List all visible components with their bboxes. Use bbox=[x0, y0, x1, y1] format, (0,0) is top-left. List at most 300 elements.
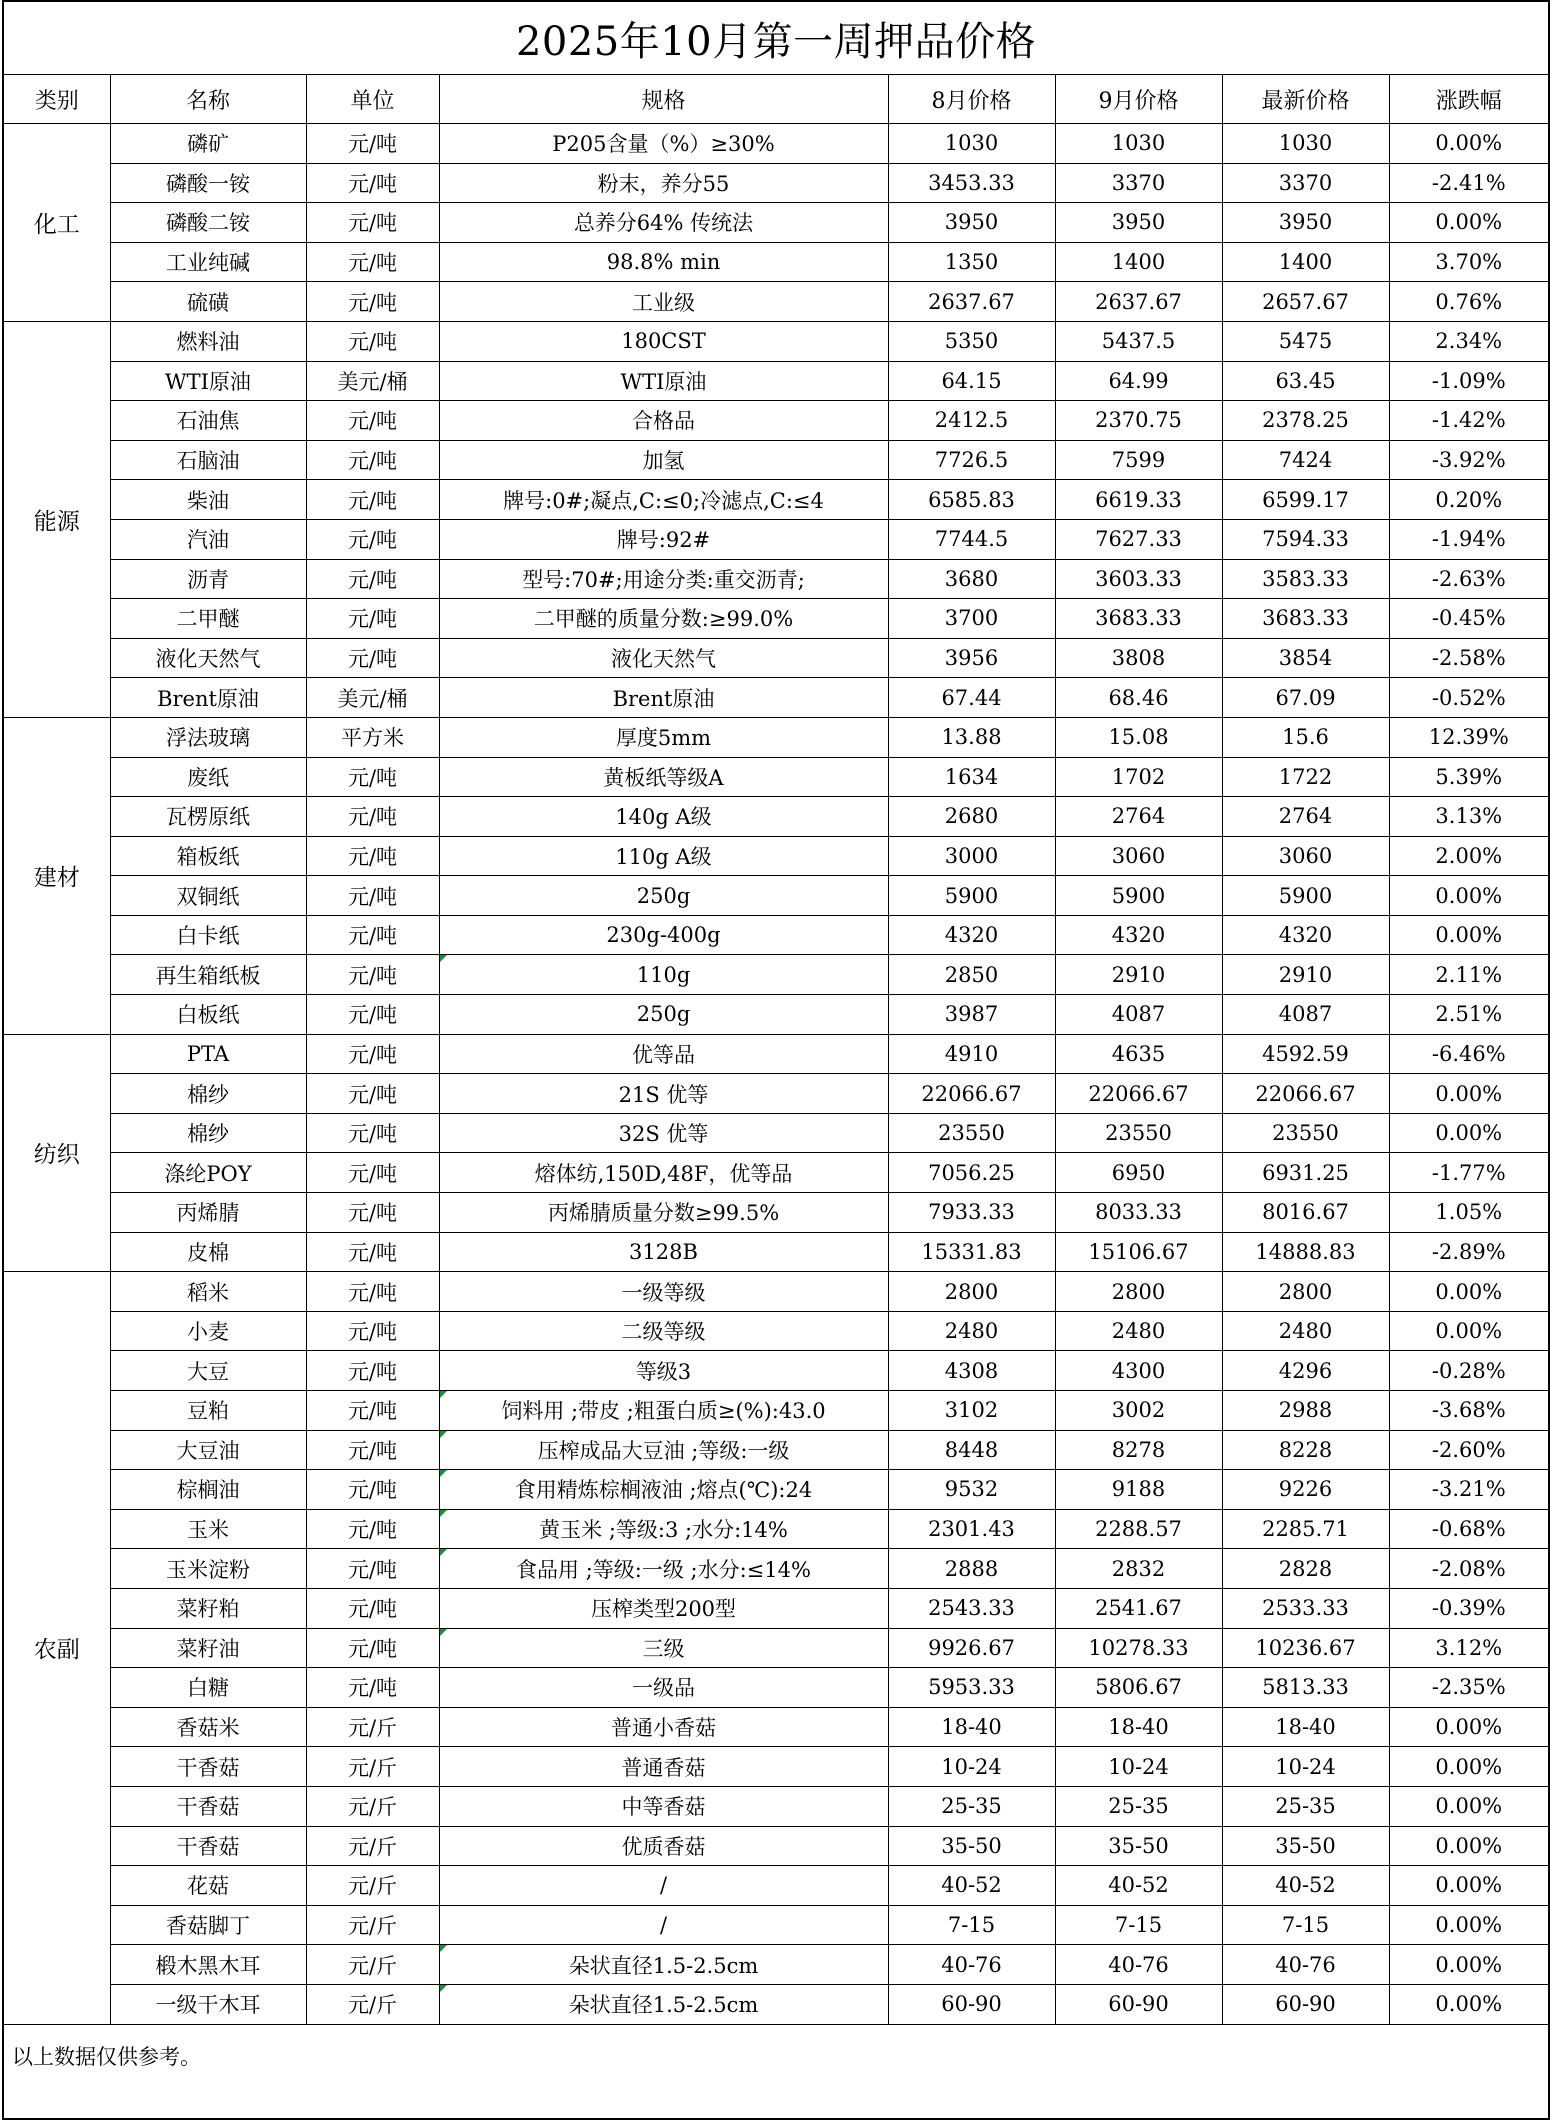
table-row bbox=[4, 678, 1548, 718]
sep-price: 4300 bbox=[1055, 1351, 1222, 1391]
aug-price: 3680 bbox=[888, 559, 1055, 599]
aug-price: 15331.83 bbox=[888, 1232, 1055, 1272]
change-pct: 2.51% bbox=[1389, 995, 1548, 1035]
item-spec: 140g A级 bbox=[439, 797, 888, 837]
item-unit: 元/吨 bbox=[306, 836, 439, 876]
item-unit: 元/吨 bbox=[306, 638, 439, 678]
item-unit: 元/吨 bbox=[306, 915, 439, 955]
item-name: 沥青 bbox=[110, 559, 306, 599]
table-row bbox=[4, 836, 1548, 876]
item-unit: 元/吨 bbox=[306, 401, 439, 441]
table-row bbox=[4, 1668, 1548, 1708]
change-pct: 1.05% bbox=[1389, 1193, 1548, 1233]
sep-price: 10-24 bbox=[1055, 1747, 1222, 1787]
latest-price: 9226 bbox=[1222, 1470, 1389, 1510]
item-unit: 元/吨 bbox=[306, 1351, 439, 1391]
table-row bbox=[4, 1747, 1548, 1787]
latest-price: 2828 bbox=[1222, 1549, 1389, 1589]
item-spec: 二级等级 bbox=[439, 1311, 888, 1351]
latest-price: 1722 bbox=[1222, 757, 1389, 797]
change-pct: -0.52% bbox=[1389, 678, 1548, 718]
latest-price: 67.09 bbox=[1222, 678, 1389, 718]
sep-price: 18-40 bbox=[1055, 1707, 1222, 1747]
item-spec: 型号:70#;用途分类:重交沥青; bbox=[439, 559, 888, 599]
change-pct: -2.35% bbox=[1389, 1668, 1548, 1708]
item-unit: 元/吨 bbox=[306, 1153, 439, 1193]
item-unit: 元/吨 bbox=[306, 124, 439, 164]
sep-price: 8033.33 bbox=[1055, 1193, 1222, 1233]
item-unit: 元/吨 bbox=[306, 203, 439, 243]
item-unit: 元/吨 bbox=[306, 1272, 439, 1312]
category-cell: 能源 bbox=[4, 321, 110, 717]
sep-price: 2832 bbox=[1055, 1549, 1222, 1589]
item-spec: 普通小香菇 bbox=[439, 1707, 888, 1747]
sep-price: 60-90 bbox=[1055, 1984, 1222, 2024]
sep-price: 2541.67 bbox=[1055, 1588, 1222, 1628]
change-pct: 0.00% bbox=[1389, 124, 1548, 164]
aug-price: 5900 bbox=[888, 876, 1055, 916]
item-unit: 元/斤 bbox=[306, 1826, 439, 1866]
aug-price: 3102 bbox=[888, 1391, 1055, 1431]
item-name: 白卡纸 bbox=[110, 915, 306, 955]
item-name: Brent原油 bbox=[110, 678, 306, 718]
sep-price: 9188 bbox=[1055, 1470, 1222, 1510]
item-unit: 美元/桶 bbox=[306, 361, 439, 401]
item-spec: 黄玉米 ;等级:3 ;水分:14% bbox=[439, 1509, 888, 1549]
item-name: 液化天然气 bbox=[110, 638, 306, 678]
table-row bbox=[4, 1945, 1548, 1985]
change-pct: -1.09% bbox=[1389, 361, 1548, 401]
category-cell: 农副 bbox=[4, 1272, 110, 2024]
change-pct: -3.92% bbox=[1389, 440, 1548, 480]
sep-price: 3060 bbox=[1055, 836, 1222, 876]
aug-price: 2680 bbox=[888, 797, 1055, 837]
item-unit: 元/斤 bbox=[306, 1747, 439, 1787]
change-pct: -1.77% bbox=[1389, 1153, 1548, 1193]
latest-price: 15.6 bbox=[1222, 717, 1389, 757]
sep-price: 22066.67 bbox=[1055, 1074, 1222, 1114]
header-latest-price: 最新价格 bbox=[1222, 75, 1389, 124]
latest-price: 3854 bbox=[1222, 638, 1389, 678]
change-pct: -1.94% bbox=[1389, 519, 1548, 559]
sep-price: 2764 bbox=[1055, 797, 1222, 837]
latest-price: 40-76 bbox=[1222, 1945, 1389, 1985]
latest-price: 5900 bbox=[1222, 876, 1389, 916]
latest-price: 7424 bbox=[1222, 440, 1389, 480]
item-spec: / bbox=[439, 1866, 888, 1906]
item-unit: 元/吨 bbox=[306, 1430, 439, 1470]
sep-price: 4635 bbox=[1055, 1034, 1222, 1074]
aug-price: 9926.67 bbox=[888, 1628, 1055, 1668]
item-spec: 朵状直径1.5-2.5cm bbox=[439, 1945, 888, 1985]
latest-price: 2657.67 bbox=[1222, 282, 1389, 322]
item-spec: 98.8% min bbox=[439, 242, 888, 282]
item-unit: 元/吨 bbox=[306, 242, 439, 282]
page-title: 2025年10月第一周押品价格 bbox=[4, 2, 1548, 75]
aug-price: 2412.5 bbox=[888, 401, 1055, 441]
item-name: 石脑油 bbox=[110, 440, 306, 480]
sep-price: 1030 bbox=[1055, 124, 1222, 164]
item-name: 磷酸二铵 bbox=[110, 203, 306, 243]
aug-price: 7933.33 bbox=[888, 1193, 1055, 1233]
item-name: 皮棉 bbox=[110, 1232, 306, 1272]
item-unit: 元/吨 bbox=[306, 1391, 439, 1431]
item-unit: 元/吨 bbox=[306, 1588, 439, 1628]
change-pct: -0.39% bbox=[1389, 1588, 1548, 1628]
aug-price: 10-24 bbox=[888, 1747, 1055, 1787]
change-pct: -2.08% bbox=[1389, 1549, 1548, 1589]
item-name: 箱板纸 bbox=[110, 836, 306, 876]
header-change: 涨跌幅 bbox=[1389, 75, 1548, 124]
item-unit: 元/斤 bbox=[306, 1866, 439, 1906]
table-row bbox=[4, 1074, 1548, 1114]
sep-price: 5437.5 bbox=[1055, 321, 1222, 361]
latest-price: 7594.33 bbox=[1222, 519, 1389, 559]
latest-price: 3683.33 bbox=[1222, 599, 1389, 639]
item-name: 汽油 bbox=[110, 519, 306, 559]
table-row bbox=[4, 242, 1548, 282]
item-spec: 110g A级 bbox=[439, 836, 888, 876]
sep-price: 5806.67 bbox=[1055, 1668, 1222, 1708]
table-row bbox=[4, 1509, 1548, 1549]
item-name: 燃料油 bbox=[110, 321, 306, 361]
aug-price: 3000 bbox=[888, 836, 1055, 876]
table-row bbox=[4, 876, 1548, 916]
change-pct: 3.12% bbox=[1389, 1628, 1548, 1668]
latest-price: 3370 bbox=[1222, 163, 1389, 203]
aug-price: 2301.43 bbox=[888, 1509, 1055, 1549]
aug-price: 7-15 bbox=[888, 1905, 1055, 1945]
item-unit: 元/吨 bbox=[306, 1549, 439, 1589]
item-unit: 元/吨 bbox=[306, 1668, 439, 1708]
aug-price: 7726.5 bbox=[888, 440, 1055, 480]
item-name: 再生箱纸板 bbox=[110, 955, 306, 995]
item-spec: 一级品 bbox=[439, 1668, 888, 1708]
change-pct: 0.00% bbox=[1389, 203, 1548, 243]
table-row bbox=[4, 163, 1548, 203]
latest-price: 2285.71 bbox=[1222, 1509, 1389, 1549]
item-spec: 加氢 bbox=[439, 440, 888, 480]
item-name: 白糖 bbox=[110, 1668, 306, 1708]
latest-price: 25-35 bbox=[1222, 1786, 1389, 1826]
item-unit: 元/吨 bbox=[306, 797, 439, 837]
latest-price: 2910 bbox=[1222, 955, 1389, 995]
table-row bbox=[4, 599, 1548, 639]
item-spec: 二甲醚的质量分数:≥99.0% bbox=[439, 599, 888, 639]
footnote: 以上数据仅供参考。 bbox=[4, 2024, 1548, 2087]
aug-price: 64.15 bbox=[888, 361, 1055, 401]
item-unit: 元/吨 bbox=[306, 757, 439, 797]
aug-price: 5350 bbox=[888, 321, 1055, 361]
aug-price: 3950 bbox=[888, 203, 1055, 243]
change-pct: -1.42% bbox=[1389, 401, 1548, 441]
change-pct: -2.89% bbox=[1389, 1232, 1548, 1272]
aug-price: 1030 bbox=[888, 124, 1055, 164]
item-spec: 牌号:0#;凝点,C:≤0;冷滤点,C:≤4 bbox=[439, 480, 888, 520]
item-name: 白板纸 bbox=[110, 995, 306, 1035]
change-pct: 0.00% bbox=[1389, 1272, 1548, 1312]
latest-price: 2800 bbox=[1222, 1272, 1389, 1312]
table-row bbox=[4, 638, 1548, 678]
item-spec: 厚度5mm bbox=[439, 717, 888, 757]
aug-price: 9532 bbox=[888, 1470, 1055, 1510]
change-pct: 0.00% bbox=[1389, 1866, 1548, 1906]
latest-price: 5475 bbox=[1222, 321, 1389, 361]
item-unit: 元/吨 bbox=[306, 876, 439, 916]
latest-price: 10236.67 bbox=[1222, 1628, 1389, 1668]
change-pct: 0.00% bbox=[1389, 1786, 1548, 1826]
item-name: 废纸 bbox=[110, 757, 306, 797]
aug-price: 40-76 bbox=[888, 1945, 1055, 1985]
item-name: 大豆油 bbox=[110, 1430, 306, 1470]
table-row bbox=[4, 480, 1548, 520]
table-body bbox=[4, 124, 1548, 2025]
item-name: 磷矿 bbox=[110, 124, 306, 164]
aug-price: 3987 bbox=[888, 995, 1055, 1035]
item-spec: P205含量（%）≥30% bbox=[439, 124, 888, 164]
sep-price: 6950 bbox=[1055, 1153, 1222, 1193]
latest-price: 2764 bbox=[1222, 797, 1389, 837]
table-row bbox=[4, 1391, 1548, 1431]
aug-price: 1350 bbox=[888, 242, 1055, 282]
latest-price: 6931.25 bbox=[1222, 1153, 1389, 1193]
item-name: 二甲醚 bbox=[110, 599, 306, 639]
change-pct: 5.39% bbox=[1389, 757, 1548, 797]
item-unit: 元/吨 bbox=[306, 321, 439, 361]
sep-price: 2480 bbox=[1055, 1311, 1222, 1351]
item-name: 工业纯碱 bbox=[110, 242, 306, 282]
item-spec: 优等品 bbox=[439, 1034, 888, 1074]
sep-price: 10278.33 bbox=[1055, 1628, 1222, 1668]
item-unit: 元/吨 bbox=[306, 163, 439, 203]
latest-price: 63.45 bbox=[1222, 361, 1389, 401]
item-name: 玉米淀粉 bbox=[110, 1549, 306, 1589]
item-unit: 元/吨 bbox=[306, 1034, 439, 1074]
latest-price: 5813.33 bbox=[1222, 1668, 1389, 1708]
table-row bbox=[4, 1272, 1548, 1312]
item-spec: 110g bbox=[439, 955, 888, 995]
change-pct: -3.68% bbox=[1389, 1391, 1548, 1431]
item-unit: 元/吨 bbox=[306, 1311, 439, 1351]
item-spec: 230g-400g bbox=[439, 915, 888, 955]
latest-price: 3950 bbox=[1222, 203, 1389, 243]
item-name: 干香菇 bbox=[110, 1826, 306, 1866]
sep-price: 1400 bbox=[1055, 242, 1222, 282]
latest-price: 6599.17 bbox=[1222, 480, 1389, 520]
table-row bbox=[4, 124, 1548, 164]
latest-price: 18-40 bbox=[1222, 1707, 1389, 1747]
latest-price: 60-90 bbox=[1222, 1984, 1389, 2024]
price-sheet bbox=[2, 0, 1550, 2120]
change-pct: 0.00% bbox=[1389, 1984, 1548, 2024]
header-aug-price: 8月价格 bbox=[888, 75, 1055, 124]
sep-price: 15.08 bbox=[1055, 717, 1222, 757]
change-pct: 3.70% bbox=[1389, 242, 1548, 282]
item-name: 棉纱 bbox=[110, 1113, 306, 1153]
item-spec: 压榨成品大豆油 ;等级:一级 bbox=[439, 1430, 888, 1470]
header-unit: 单位 bbox=[306, 75, 439, 124]
aug-price: 4320 bbox=[888, 915, 1055, 955]
aug-price: 3956 bbox=[888, 638, 1055, 678]
table-row bbox=[4, 519, 1548, 559]
aug-price: 35-50 bbox=[888, 1826, 1055, 1866]
item-spec: 三级 bbox=[439, 1628, 888, 1668]
sep-price: 7627.33 bbox=[1055, 519, 1222, 559]
item-spec: 21S 优等 bbox=[439, 1074, 888, 1114]
item-name: 柴油 bbox=[110, 480, 306, 520]
aug-price: 7056.25 bbox=[888, 1153, 1055, 1193]
item-spec: 工业级 bbox=[439, 282, 888, 322]
item-name: 香菇米 bbox=[110, 1707, 306, 1747]
item-unit: 元/斤 bbox=[306, 1707, 439, 1747]
aug-price: 7744.5 bbox=[888, 519, 1055, 559]
latest-price: 35-50 bbox=[1222, 1826, 1389, 1866]
table-row bbox=[4, 1351, 1548, 1391]
sep-price: 40-52 bbox=[1055, 1866, 1222, 1906]
item-spec: 等级3 bbox=[439, 1351, 888, 1391]
item-spec: 食用精炼棕榈液油 ;熔点(℃):24 bbox=[439, 1470, 888, 1510]
table-row bbox=[4, 321, 1548, 361]
sep-price: 35-50 bbox=[1055, 1826, 1222, 1866]
sep-price: 68.46 bbox=[1055, 678, 1222, 718]
category-cell: 化工 bbox=[4, 124, 110, 322]
aug-price: 60-90 bbox=[888, 1984, 1055, 2024]
aug-price: 1634 bbox=[888, 757, 1055, 797]
item-unit: 元/斤 bbox=[306, 1945, 439, 1985]
item-unit: 元/吨 bbox=[306, 440, 439, 480]
latest-price: 14888.83 bbox=[1222, 1232, 1389, 1272]
item-unit: 元/吨 bbox=[306, 599, 439, 639]
sep-price: 3603.33 bbox=[1055, 559, 1222, 599]
table-row bbox=[4, 1430, 1548, 1470]
sep-price: 7599 bbox=[1055, 440, 1222, 480]
aug-price: 2800 bbox=[888, 1272, 1055, 1312]
category-cell: 建材 bbox=[4, 717, 110, 1034]
aug-price: 2850 bbox=[888, 955, 1055, 995]
change-pct: -6.46% bbox=[1389, 1034, 1548, 1074]
table-row bbox=[4, 1786, 1548, 1826]
change-pct: 0.00% bbox=[1389, 1074, 1548, 1114]
sep-price: 2910 bbox=[1055, 955, 1222, 995]
item-name: 磷酸一铵 bbox=[110, 163, 306, 203]
change-pct: -2.41% bbox=[1389, 163, 1548, 203]
table-row bbox=[4, 1826, 1548, 1866]
table-row bbox=[4, 1113, 1548, 1153]
aug-price: 4308 bbox=[888, 1351, 1055, 1391]
latest-price: 3583.33 bbox=[1222, 559, 1389, 599]
latest-price: 7-15 bbox=[1222, 1905, 1389, 1945]
change-pct: 2.11% bbox=[1389, 955, 1548, 995]
table-row bbox=[4, 995, 1548, 1035]
item-name: 稻米 bbox=[110, 1272, 306, 1312]
item-spec: 合格品 bbox=[439, 401, 888, 441]
latest-price: 1400 bbox=[1222, 242, 1389, 282]
table-row bbox=[4, 1232, 1548, 1272]
aug-price: 6585.83 bbox=[888, 480, 1055, 520]
item-unit: 元/吨 bbox=[306, 955, 439, 995]
item-spec: / bbox=[439, 1905, 888, 1945]
item-name: 花菇 bbox=[110, 1866, 306, 1906]
latest-price: 8228 bbox=[1222, 1430, 1389, 1470]
item-unit: 元/吨 bbox=[306, 282, 439, 322]
header-name: 名称 bbox=[110, 75, 306, 124]
change-pct: 0.00% bbox=[1389, 1905, 1548, 1945]
item-unit: 元/斤 bbox=[306, 1786, 439, 1826]
item-spec: 熔体纺,150D,48F，优等品 bbox=[439, 1153, 888, 1193]
sep-price: 3950 bbox=[1055, 203, 1222, 243]
latest-price: 4087 bbox=[1222, 995, 1389, 1035]
change-pct: 0.00% bbox=[1389, 876, 1548, 916]
item-name: WTI原油 bbox=[110, 361, 306, 401]
item-spec: 总养分64% 传统法 bbox=[439, 203, 888, 243]
aug-price: 23550 bbox=[888, 1113, 1055, 1153]
table-row bbox=[4, 1984, 1548, 2024]
table-row bbox=[4, 955, 1548, 995]
aug-price: 2480 bbox=[888, 1311, 1055, 1351]
sep-price: 3683.33 bbox=[1055, 599, 1222, 639]
table-row bbox=[4, 1034, 1548, 1074]
table-row bbox=[4, 1193, 1548, 1233]
header-spec: 规格 bbox=[439, 75, 888, 124]
aug-price: 2888 bbox=[888, 1549, 1055, 1589]
aug-price: 13.88 bbox=[888, 717, 1055, 757]
change-pct: -2.60% bbox=[1389, 1430, 1548, 1470]
change-pct: 0.00% bbox=[1389, 1311, 1548, 1351]
table-row bbox=[4, 1470, 1548, 1510]
sep-price: 23550 bbox=[1055, 1113, 1222, 1153]
item-spec: 32S 优等 bbox=[439, 1113, 888, 1153]
latest-price: 22066.67 bbox=[1222, 1074, 1389, 1114]
sep-price: 3370 bbox=[1055, 163, 1222, 203]
item-spec: WTI原油 bbox=[439, 361, 888, 401]
item-name: 小麦 bbox=[110, 1311, 306, 1351]
change-pct: 0.00% bbox=[1389, 915, 1548, 955]
latest-price: 4592.59 bbox=[1222, 1034, 1389, 1074]
item-name: 玉米 bbox=[110, 1509, 306, 1549]
change-pct: 0.00% bbox=[1389, 1113, 1548, 1153]
item-spec: 压榨类型200型 bbox=[439, 1588, 888, 1628]
item-spec: 朵状直径1.5-2.5cm bbox=[439, 1984, 888, 2024]
sep-price: 4087 bbox=[1055, 995, 1222, 1035]
item-name: 香菇脚丁 bbox=[110, 1905, 306, 1945]
latest-price: 23550 bbox=[1222, 1113, 1389, 1153]
item-unit: 美元/桶 bbox=[306, 678, 439, 718]
item-name: 豆粕 bbox=[110, 1391, 306, 1431]
table-row bbox=[4, 717, 1548, 757]
latest-price: 2378.25 bbox=[1222, 401, 1389, 441]
change-pct: 0.76% bbox=[1389, 282, 1548, 322]
item-name: 大豆 bbox=[110, 1351, 306, 1391]
item-unit: 元/吨 bbox=[306, 480, 439, 520]
sep-price: 2288.57 bbox=[1055, 1509, 1222, 1549]
item-name: 丙烯腈 bbox=[110, 1193, 306, 1233]
table-row bbox=[4, 1549, 1548, 1589]
item-unit: 元/吨 bbox=[306, 995, 439, 1035]
item-spec: 饲料用 ;带皮 ;粗蛋白质≥(%):43.0 bbox=[439, 1391, 888, 1431]
aug-price: 22066.67 bbox=[888, 1074, 1055, 1114]
item-name: 涤纶POY bbox=[110, 1153, 306, 1193]
item-spec: 粉末，养分55 bbox=[439, 163, 888, 203]
item-name: 棉纱 bbox=[110, 1074, 306, 1114]
item-spec: 优质香菇 bbox=[439, 1826, 888, 1866]
latest-price: 40-52 bbox=[1222, 1866, 1389, 1906]
sep-price: 2637.67 bbox=[1055, 282, 1222, 322]
item-spec: Brent原油 bbox=[439, 678, 888, 718]
item-unit: 元/吨 bbox=[306, 1074, 439, 1114]
item-spec: 普通香菇 bbox=[439, 1747, 888, 1787]
change-pct: -3.21% bbox=[1389, 1470, 1548, 1510]
item-name: 干香菇 bbox=[110, 1747, 306, 1787]
